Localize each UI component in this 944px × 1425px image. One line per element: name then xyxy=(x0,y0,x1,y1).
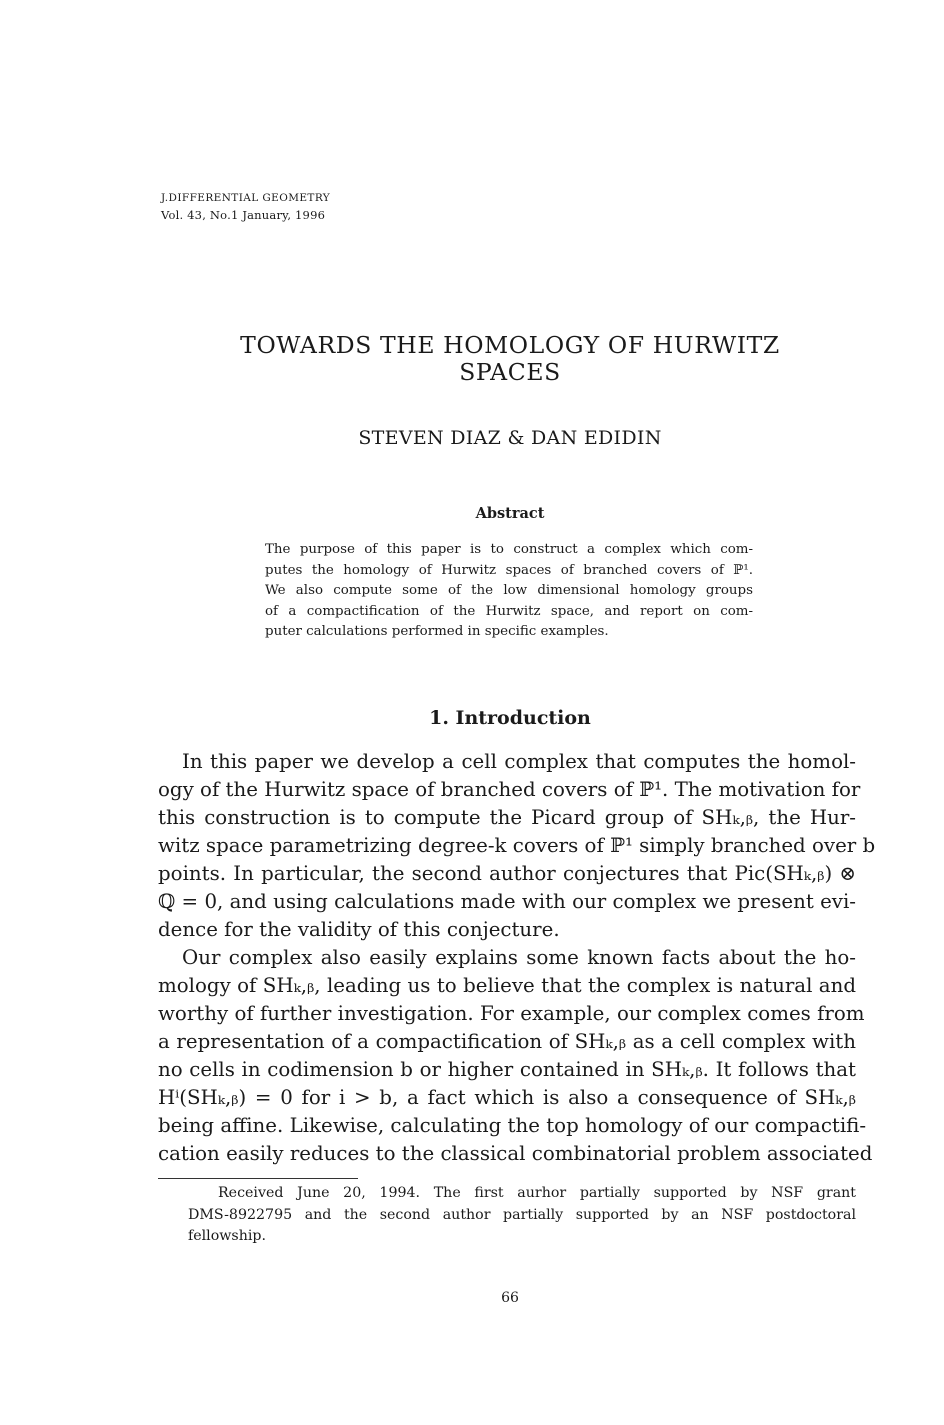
body-line: dence for the validity of this conjecture. xyxy=(158,918,560,941)
body-line: no cells in codimension b or higher contained in SHₖ,ᵦ. It follows that xyxy=(158,1058,856,1081)
body-line: cation easily reduces to the classical combinatorial problem associated xyxy=(158,1142,873,1165)
abstract-body xyxy=(265,540,753,643)
authors: STEVEN DIAZ & DAN EDIDIN xyxy=(358,427,662,449)
body-line: being affine. Likewise, calculating the top homology of our compactifi- xyxy=(158,1114,867,1137)
journal-name: J.DIFFERENTIAL GEOMETRY xyxy=(161,192,331,204)
page-number: 66 xyxy=(501,1290,519,1306)
journal-issue: Vol. 43, No.1 January, 1996 xyxy=(161,208,326,222)
title-line-2: SPACES xyxy=(459,358,561,386)
body-line: In this paper we develop a cell complex that computes the homol- xyxy=(182,750,856,773)
abstract-line: The purpose of this paper is to construct a complex which com- xyxy=(265,542,753,557)
section-heading: 1. Introduction xyxy=(429,707,591,729)
abstract-line: We also compute some of the low dimensional homology groups xyxy=(265,583,753,598)
body-line: worthy of further investigation. For example, our complex comes from xyxy=(158,1002,865,1025)
body-line: mology of SHₖ,ᵦ, leading us to believe that the complex is natural and xyxy=(158,974,856,997)
footnote-line: Received June 20, 1994. The first aurhor partially supported by NSF grant xyxy=(218,1185,856,1201)
body-line: ℚ = 0, and using calculations made with our complex we present evi- xyxy=(158,890,856,913)
abstract-line: of a compactification of the Hurwitz space, and report on com- xyxy=(265,603,753,619)
paper-title xyxy=(160,332,860,386)
body-line: this construction is to compute the Picard group of SHₖ,ᵦ, the Hur- xyxy=(158,806,856,829)
body-line: witz space parametrizing degree-k covers of ℙ¹ simply branched over b xyxy=(158,834,876,857)
abstract-line: puter calculations performed in specific examples. xyxy=(265,624,609,639)
body-line: Our complex also easily explains some known facts about the ho- xyxy=(182,946,856,969)
paragraph-2 xyxy=(158,944,873,1168)
paragraph-1 xyxy=(158,748,876,944)
body-line: Hⁱ(SHₖ,ᵦ) = 0 for i > b, a fact which is also a consequence of SHₖ,ᵦ xyxy=(158,1086,856,1109)
footnote-line: DMS-8922795 and the second author partially supported by an NSF postdoctoral xyxy=(188,1206,856,1223)
body-line: points. In particular, the second author conjectures that Pic(SHₖ,ᵦ) ⊗ xyxy=(158,862,856,885)
abstract-heading: Abstract xyxy=(475,505,545,522)
footnote-line: fellowship. xyxy=(188,1228,266,1244)
body-line: ogy of the Hurwitz space of branched covers of ℙ¹. The motivation for xyxy=(158,778,861,801)
abstract-line: putes the homology of Hurwitz spaces of branched covers of ℙ¹. xyxy=(265,562,753,578)
introduction-body xyxy=(158,748,876,1168)
body-line: a representation of a compactification of SHₖ,ᵦ as a cell complex with xyxy=(158,1030,856,1053)
title-line-1: TOWARDS THE HOMOLOGY OF HURWITZ xyxy=(240,331,780,359)
footnote xyxy=(158,1183,856,1248)
journal-header xyxy=(161,190,330,224)
footnote-rule xyxy=(158,1178,358,1179)
